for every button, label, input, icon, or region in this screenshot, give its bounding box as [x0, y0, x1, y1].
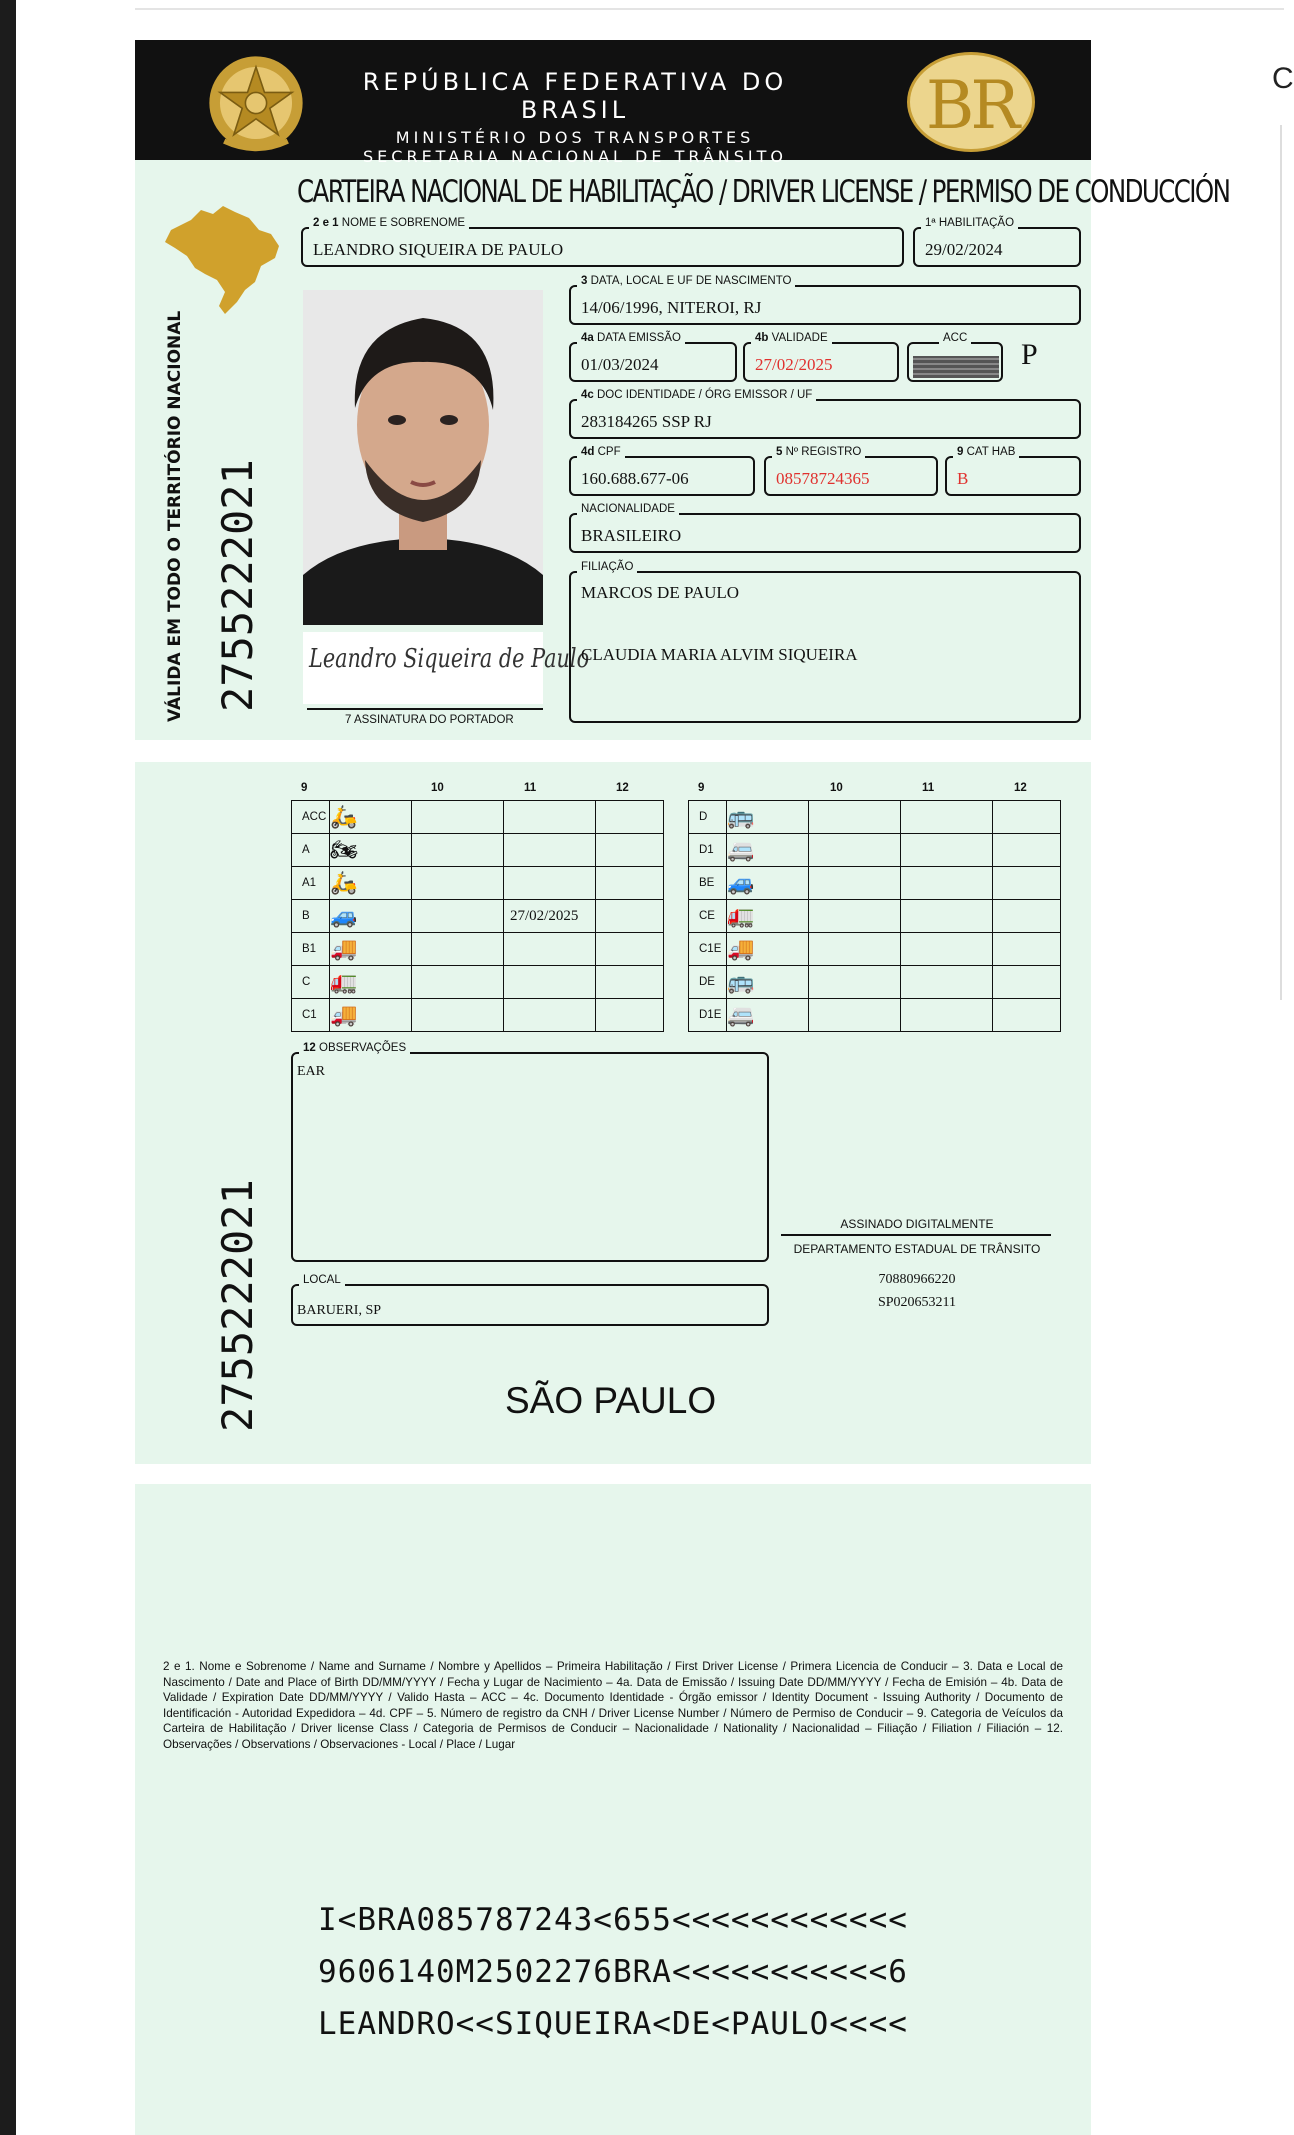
observations-value: EAR	[297, 1064, 325, 1079]
category-code: D1E	[689, 999, 727, 1032]
category-date-11	[901, 933, 993, 966]
coat-of-arms-icon	[203, 50, 309, 156]
car-trailer-icon: 🚙	[727, 870, 755, 895]
category-icon-cell	[727, 801, 809, 834]
category-date-11	[504, 933, 596, 966]
id-document-value: 283184265 SSP RJ	[581, 412, 712, 431]
category-row	[689, 900, 1061, 933]
category-icon-cell	[727, 933, 809, 966]
right-divider	[1280, 125, 1282, 1000]
category-col-12	[993, 966, 1061, 999]
category-row	[292, 999, 664, 1032]
small-truck-icon: 🚚	[330, 936, 358, 961]
category-col-12	[993, 900, 1061, 933]
validity-value: 27/02/2025	[755, 355, 833, 374]
filiation-field: FILIAÇÃO MARCOS DE PAULO CLAUDIA MARIA ALVIM SIQUEIRA	[569, 571, 1081, 723]
category-col-12	[993, 801, 1061, 834]
category-code: A1	[292, 867, 330, 900]
category-icon-cell	[330, 933, 412, 966]
motorcycle-icon: 🏍	[330, 837, 358, 862]
category-date-10	[412, 834, 504, 867]
category-code: C1E	[689, 933, 727, 966]
cpf-field: 4d CPF 160.688.677-06	[569, 456, 755, 496]
bus-trailer-icon: 🚌	[727, 969, 755, 994]
category-row	[292, 834, 664, 867]
category-code: ACC	[292, 801, 330, 834]
acc-field: ACC	[907, 342, 1003, 382]
truck-icon: 🚛	[330, 969, 358, 994]
digitally-signed-label: ASSINADO DIGITALMENTE	[840, 1217, 994, 1231]
acc-redacted-block	[913, 356, 999, 378]
category-date-11	[504, 966, 596, 999]
category-row	[689, 933, 1061, 966]
category-icon-cell	[727, 900, 809, 933]
category-row	[689, 801, 1061, 834]
category-col-12	[596, 834, 664, 867]
category-icon-cell	[330, 900, 412, 933]
category-col-12	[596, 999, 664, 1032]
father-name: MARCOS DE PAULO	[581, 583, 740, 602]
category-date-11	[901, 999, 993, 1032]
category-date-11: 27/02/2025	[504, 900, 596, 933]
category-date-10	[412, 867, 504, 900]
side-number: 2755222021	[213, 459, 262, 712]
category-col-12	[596, 801, 664, 834]
light-truck-icon: 🚚	[330, 1002, 358, 1027]
window-left-edge	[0, 0, 16, 2135]
category-table-right	[688, 800, 1061, 1032]
category-col-12	[993, 999, 1061, 1032]
category-field: 9 CAT HAB B	[945, 456, 1081, 496]
category-row	[292, 801, 664, 834]
category-col-12	[993, 834, 1061, 867]
category-date-11	[504, 867, 596, 900]
category-icon-cell	[330, 834, 412, 867]
top-divider	[135, 8, 1284, 10]
mrz-line-2: 9606140M2502276BRA<<<<<<<<<<<6	[318, 1954, 908, 1990]
nationality-value: BRASILEIRO	[581, 526, 682, 545]
category-row	[689, 867, 1061, 900]
minibus-trailer-icon: 🚐	[727, 1002, 755, 1027]
category-date-10	[809, 900, 901, 933]
birth-field: 3 DATA, LOCAL E UF DE NASCIMENTO 14/06/1996, NITEROI, RJ	[569, 285, 1081, 325]
category-date-10	[809, 834, 901, 867]
side-number-back: 2755222021	[213, 1179, 262, 1432]
registro-field: 5 Nº REGISTRO 08578724365	[764, 456, 938, 496]
car-icon: 🚙	[330, 903, 358, 928]
category-date-11	[901, 966, 993, 999]
category-code: BE	[689, 867, 727, 900]
license-header	[135, 40, 1091, 166]
name-value: LEANDRO SIQUEIRA DE PAULO	[313, 240, 564, 259]
issue-date-field: 4a DATA EMISSÃO 01/03/2024	[569, 342, 737, 382]
category-icon-cell	[330, 966, 412, 999]
category-icon-cell	[330, 867, 412, 900]
category-code: B	[292, 900, 330, 933]
category-code: C	[292, 966, 330, 999]
category-row	[689, 999, 1061, 1032]
category-icon-cell	[727, 966, 809, 999]
truck-trailer-icon: 🚛	[727, 903, 755, 928]
scooter-icon: 🛵	[330, 804, 358, 829]
header-republic: REPÚBLICA FEDERATIVA DO BRASIL	[362, 68, 788, 124]
minibus-icon: 🚐	[727, 837, 755, 862]
category-date-11	[901, 900, 993, 933]
name-field: 2 e 1 NOME E SOBRENOME LEANDRO SIQUEIRA DE PAULO	[301, 227, 904, 267]
first-license-field: 1ª HABILITAÇÃO 29/02/2024	[913, 227, 1081, 267]
category-col-12	[596, 900, 664, 933]
category-date-11	[504, 801, 596, 834]
category-date-10	[809, 801, 901, 834]
light-truck-trailer-icon: 🚚	[727, 936, 755, 961]
license-back: 2755222021 9 10 11 12 9 10 11 12 ACC 🛵 A 🏍 A1 🛵 B 🚙 27/02/2025 B1 🚚 C 🚛 C1 🚚 D 🚌 D1 🚐 BE 🚙 CE 🚛 C1E 🚚 DE 🚌 D1E 🚐 12 OBSERVAÇÕES EAR LOCAL BARUERI, SP ASSINADO DIGITALMENTE DEPARTAMENTO ESTADUAL DE TRÂNSITO 70880966220 SP020653211 SÃO PAULO	[135, 762, 1091, 1464]
portrait-photo	[303, 290, 543, 625]
observations-field: 12 OBSERVAÇÕES EAR	[291, 1052, 769, 1262]
mother-name: CLAUDIA MARIA ALVIM SIQUEIRA	[581, 645, 858, 664]
category-date-11	[901, 834, 993, 867]
category-row	[292, 900, 664, 933]
category-code: A	[292, 834, 330, 867]
category-row	[689, 834, 1061, 867]
category-value: B	[957, 469, 969, 488]
category-row	[689, 966, 1061, 999]
category-icon-cell	[330, 801, 412, 834]
category-date-10	[412, 933, 504, 966]
category-icon-cell	[330, 999, 412, 1032]
field-legend: 2 e 1. Nome e Sobrenome / Name and Surname / Nombre y Apellidos – Primeira Habilitação / First Driver License / Primera Licencia de Conducir – 3. Data e Local de Nascimento / Date and Place of Birth DD/MM/YYYY / Fecha y Lugar de Nacimiento – 4a. Data de Emissão / Issuing Date DD/MM/YYYY / Fecha de Emisión – 4b. Data de Validade / Expiration Date DD/MM/YYYY / Valido Hasta – ACC – 4c. Documento Identidade - Órgão emissor / Identity Document - Issuing Authority / Documento de Identificación - Autoridad Expedidora – 4d. CPF – 5. Número de registro da CNH / Driver License Number / Número de Permiso de Conducir – 9. Categoria de Veículos da Carteira de Habilitação / Driver license Class / Categoria de Permisos de Conducir – Nacionalidade / Nationality / Nacionalidad – Filiação / Filiation / Filiación – 12. Observações / Observations / Observaciones - Local / Place / Lugar	[163, 1660, 1063, 1751]
signature-image: Leandro Siqueira de Paulo	[303, 632, 543, 704]
category-date-10	[412, 900, 504, 933]
signature-label: 7 ASSINATURA DO PORTADOR	[345, 714, 514, 726]
category-code: D1	[689, 834, 727, 867]
permit-letter: P	[1021, 338, 1038, 371]
br-badge: BR	[907, 52, 1035, 152]
registro-value: 08578724365	[776, 469, 870, 488]
cpf-value: 160.688.677-06	[581, 469, 689, 488]
category-code: DE	[689, 966, 727, 999]
first-license-value: 29/02/2024	[925, 240, 1003, 259]
category-date-11	[504, 999, 596, 1032]
mrz-line-3: LEANDRO<<SIQUEIRA<DE<PAULO<<<<	[318, 2006, 908, 2042]
digital-signature-line	[781, 1234, 1051, 1236]
category-code: C1	[292, 999, 330, 1032]
signature-line	[307, 708, 543, 710]
category-date-10	[809, 999, 901, 1032]
birth-value: 14/06/1996, NITEROI, RJ	[581, 298, 762, 317]
validity-vertical-text: VÁLIDA EM TODO O TERRITÓRIO NACIONAL	[165, 310, 185, 722]
document-title: CARTEIRA NACIONAL DE HABILITAÇÃO / DRIVER LICENSE / PERMISO DE CONDUCCIÓN	[297, 174, 1230, 210]
category-col-12	[596, 966, 664, 999]
category-table-left	[291, 800, 664, 1032]
category-date-10	[412, 966, 504, 999]
validity-field: 4b VALIDADE 27/02/2025	[743, 342, 899, 382]
cropped-right-text: C	[1272, 62, 1294, 95]
category-col-12	[993, 867, 1061, 900]
state-name: SÃO PAULO	[505, 1380, 717, 1421]
category-code: CE	[689, 900, 727, 933]
small-motorcycle-icon: 🛵	[330, 870, 358, 895]
digital-code-1: 70880966220	[878, 1272, 956, 1287]
license-legend	[135, 1484, 1091, 2135]
category-date-10	[412, 999, 504, 1032]
digital-code-2: SP020653211	[877, 1295, 957, 1310]
issue-date-value: 01/03/2024	[581, 355, 659, 374]
category-col-12	[993, 933, 1061, 966]
category-icon-cell	[727, 867, 809, 900]
category-icon-cell	[727, 999, 809, 1032]
category-date-10	[809, 867, 901, 900]
license-front	[135, 40, 1230, 740]
category-code: B1	[292, 933, 330, 966]
category-col-12	[596, 933, 664, 966]
id-document-field: 4c DOC IDENTIDADE / ÓRG EMISSOR / UF 283184265 SSP RJ	[569, 399, 1081, 439]
category-date-11	[901, 867, 993, 900]
category-icon-cell	[727, 834, 809, 867]
category-date-10	[809, 966, 901, 999]
category-row	[292, 867, 664, 900]
category-date-10	[412, 801, 504, 834]
bus-icon: 🚌	[727, 804, 755, 829]
brazil-map-icon	[151, 190, 291, 320]
category-col-12	[596, 867, 664, 900]
category-date-11	[901, 801, 993, 834]
local-value: BARUERI, SP	[297, 1303, 382, 1318]
header-ministry: MINISTÉRIO DOS TRANSPORTES	[395, 128, 755, 147]
category-row	[292, 966, 664, 999]
nationality-field: NACIONALIDADE BRASILEIRO	[569, 513, 1081, 553]
category-row	[292, 933, 664, 966]
department-label: DEPARTAMENTO ESTADUAL DE TRÂNSITO	[793, 1242, 1041, 1256]
mrz-line-1: I<BRA085787243<655<<<<<<<<<<<<	[318, 1902, 908, 1938]
header-secretariat: SECRETARIA NACIONAL DE TRÂNSITO	[363, 147, 787, 166]
category-code: D	[689, 801, 727, 834]
category-date-10	[809, 933, 901, 966]
category-date-11	[504, 834, 596, 867]
local-field: LOCAL BARUERI, SP	[291, 1284, 769, 1326]
